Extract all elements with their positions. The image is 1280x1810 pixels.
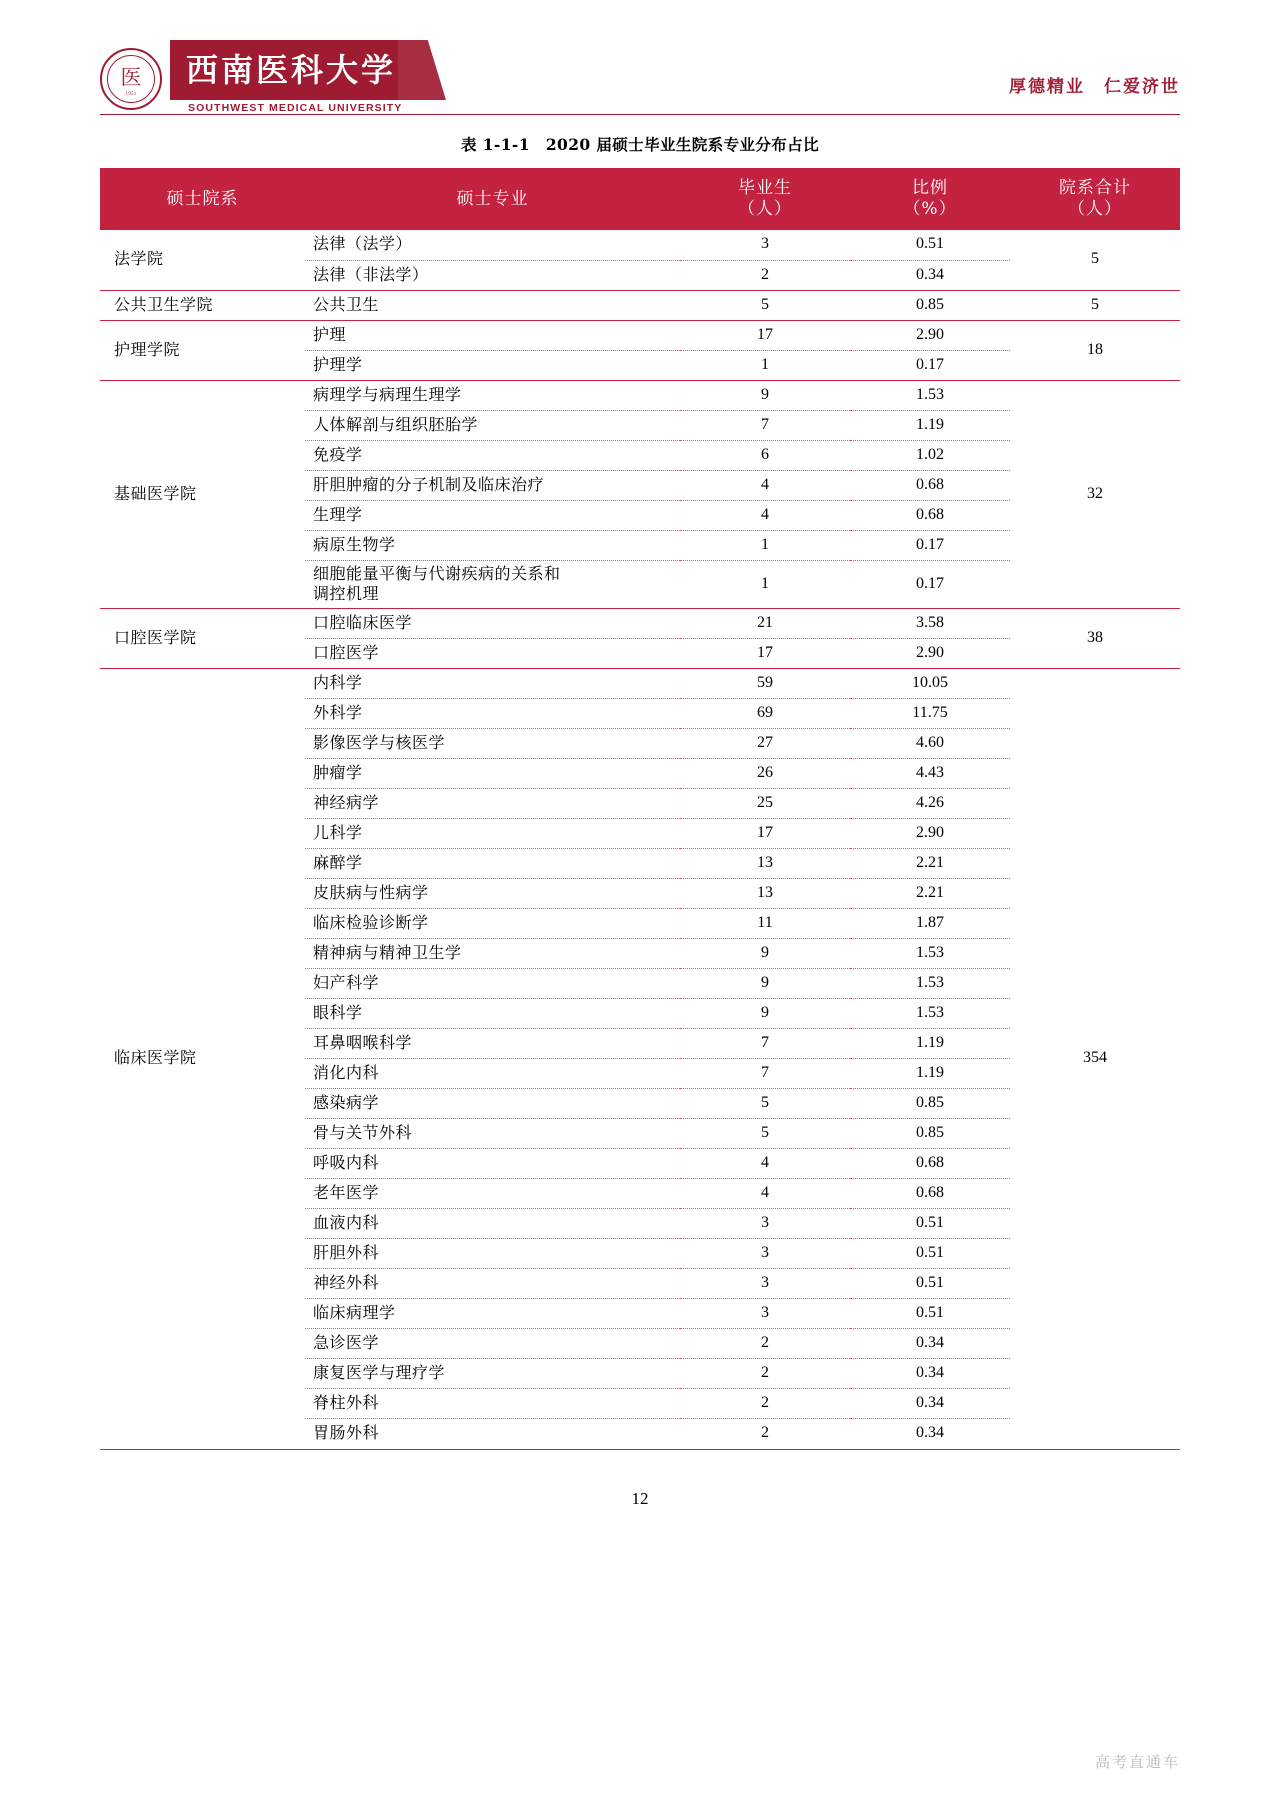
distribution-table bbox=[100, 168, 1180, 1449]
seal-year: 1951 bbox=[125, 92, 137, 97]
cell-graduates: 1 bbox=[680, 560, 850, 609]
cell-department: 临床医学院 bbox=[100, 669, 305, 1449]
cell-graduates: 3 bbox=[680, 1269, 850, 1299]
table-header bbox=[100, 168, 1180, 230]
cell-major: 老年医学 bbox=[305, 1179, 680, 1209]
column-header-graduates bbox=[680, 168, 850, 230]
cell-ratio: 0.68 bbox=[850, 500, 1010, 530]
cell-major: 口腔医学 bbox=[305, 639, 680, 669]
table-row bbox=[100, 230, 1180, 260]
cell-graduates: 11 bbox=[680, 909, 850, 939]
cell-major: 急诊医学 bbox=[305, 1329, 680, 1359]
cell-major: 儿科学 bbox=[305, 819, 680, 849]
cell-ratio: 0.51 bbox=[850, 1239, 1010, 1269]
table-row bbox=[100, 320, 1180, 350]
cell-major: 护理学 bbox=[305, 350, 680, 380]
cell-department-total: 32 bbox=[1010, 380, 1180, 609]
column-header-major: 硕士专业 bbox=[305, 168, 680, 230]
cell-major: 眼科学 bbox=[305, 999, 680, 1029]
column-header-total-line1: 院系合计 bbox=[1059, 178, 1131, 199]
column-header-graduates-line1: 毕业生 bbox=[738, 178, 792, 199]
column-header-total-line2: （人） bbox=[1068, 199, 1122, 219]
cell-ratio: 0.17 bbox=[850, 350, 1010, 380]
cell-ratio: 1.87 bbox=[850, 909, 1010, 939]
cell-ratio: 1.19 bbox=[850, 1029, 1010, 1059]
cell-ratio: 0.85 bbox=[850, 290, 1010, 320]
cell-department: 基础医学院 bbox=[100, 380, 305, 609]
table-row bbox=[100, 380, 1180, 410]
cell-ratio: 1.53 bbox=[850, 999, 1010, 1029]
cell-department-total: 18 bbox=[1010, 320, 1180, 380]
cell-graduates: 5 bbox=[680, 1119, 850, 1149]
cell-ratio: 1.53 bbox=[850, 939, 1010, 969]
distribution-table-container bbox=[100, 168, 1180, 1449]
page-number: 12 bbox=[631, 1489, 649, 1508]
table-row bbox=[100, 290, 1180, 320]
university-name-banner bbox=[170, 40, 438, 114]
cell-graduates: 2 bbox=[680, 1329, 850, 1359]
cell-graduates: 3 bbox=[680, 1299, 850, 1329]
cell-major: 耳鼻咽喉科学 bbox=[305, 1029, 680, 1059]
cell-major: 骨与关节外科 bbox=[305, 1119, 680, 1149]
cell-graduates: 3 bbox=[680, 230, 850, 260]
cell-major: 口腔临床医学 bbox=[305, 609, 680, 639]
cell-graduates: 4 bbox=[680, 470, 850, 500]
cell-graduates: 9 bbox=[680, 939, 850, 969]
cell-ratio: 0.17 bbox=[850, 560, 1010, 609]
table-bottom-divider bbox=[100, 1449, 1180, 1450]
university-motto: 厚德精业 仁爱济世 bbox=[1009, 77, 1180, 97]
page-header bbox=[0, 0, 1280, 120]
cell-graduates: 17 bbox=[680, 819, 850, 849]
cell-major: 感染病学 bbox=[305, 1089, 680, 1119]
cell-department-total: 38 bbox=[1010, 609, 1180, 669]
cell-ratio: 1.53 bbox=[850, 380, 1010, 410]
cell-major: 临床检验诊断学 bbox=[305, 909, 680, 939]
table-row bbox=[100, 669, 1180, 699]
cell-ratio: 0.68 bbox=[850, 470, 1010, 500]
column-header-ratio-line2: （%） bbox=[903, 199, 957, 219]
cell-ratio: 0.17 bbox=[850, 530, 1010, 560]
cell-major: 生理学 bbox=[305, 500, 680, 530]
table-body bbox=[100, 230, 1180, 1449]
cell-major: 呼吸内科 bbox=[305, 1149, 680, 1179]
cell-ratio: 0.34 bbox=[850, 1359, 1010, 1389]
cell-graduates: 17 bbox=[680, 320, 850, 350]
cell-ratio: 4.60 bbox=[850, 729, 1010, 759]
column-header-dept: 硕士院系 bbox=[100, 168, 305, 230]
cell-department-total: 5 bbox=[1091, 250, 1099, 268]
table-header-row bbox=[100, 168, 1180, 230]
cell-department-total: 5 bbox=[1010, 290, 1180, 320]
cell-graduates: 7 bbox=[680, 1059, 850, 1089]
banner-tail-shape bbox=[398, 40, 446, 100]
cell-major: 肿瘤学 bbox=[305, 759, 680, 789]
column-header-ratio bbox=[850, 168, 1010, 230]
cell-ratio: 1.19 bbox=[850, 410, 1010, 440]
cell-ratio: 0.85 bbox=[850, 1119, 1010, 1149]
column-header-ratio-line1: 比例 bbox=[912, 178, 948, 199]
cell-major: 妇产科学 bbox=[305, 969, 680, 999]
cell-major: 血液内科 bbox=[305, 1209, 680, 1239]
cell-graduates: 13 bbox=[680, 849, 850, 879]
cell-major: 法律（法学） bbox=[305, 230, 680, 260]
cell-major: 临床病理学 bbox=[305, 1299, 680, 1329]
cell-graduates: 9 bbox=[680, 969, 850, 999]
university-logo bbox=[100, 40, 438, 114]
cell-major: 康复医学与理疗学 bbox=[305, 1359, 680, 1389]
cell-ratio: 0.34 bbox=[916, 1424, 944, 1442]
cell-graduates: 9 bbox=[680, 999, 850, 1029]
cell-graduates: 9 bbox=[680, 380, 850, 410]
university-name-en: SOUTHWEST MEDICAL UNIVERSITY bbox=[188, 102, 403, 114]
university-name-cn: 西南医科大学 bbox=[186, 51, 397, 89]
cell-department-total: 354 bbox=[1010, 669, 1180, 1449]
cell-major: 人体解剖与组织胚胎学 bbox=[305, 410, 680, 440]
cell-major: 病理学与病理生理学 bbox=[305, 380, 680, 410]
cell-ratio: 0.51 bbox=[850, 230, 1010, 260]
cell-major: 病原生物学 bbox=[305, 530, 680, 560]
cell-ratio: 4.26 bbox=[850, 789, 1010, 819]
header-divider bbox=[100, 114, 1180, 115]
cell-ratio: 0.68 bbox=[850, 1149, 1010, 1179]
cell-major: 神经病学 bbox=[305, 789, 680, 819]
cell-ratio: 0.34 bbox=[850, 1389, 1010, 1419]
cell-ratio: 2.90 bbox=[850, 639, 1010, 669]
cell-major: 脊柱外科 bbox=[305, 1389, 680, 1419]
cell-graduates: 27 bbox=[680, 729, 850, 759]
cell-ratio: 0.34 bbox=[850, 1329, 1010, 1359]
cell-department: 护理学院 bbox=[100, 320, 305, 380]
cell-ratio: 1.19 bbox=[850, 1059, 1010, 1089]
cell-ratio: 0.68 bbox=[850, 1179, 1010, 1209]
table-caption: 表 1-1-1 2020 届硕士毕业生院系专业分布占比 bbox=[461, 135, 819, 154]
cell-department: 口腔医学院 bbox=[100, 609, 305, 669]
cell-graduates: 5 bbox=[680, 1089, 850, 1119]
cell-graduates: 59 bbox=[680, 669, 850, 699]
cell-major: 外科学 bbox=[305, 699, 680, 729]
cell-ratio: 2.21 bbox=[850, 879, 1010, 909]
cell-ratio: 2.90 bbox=[850, 320, 1010, 350]
cell-ratio: 1.02 bbox=[850, 440, 1010, 470]
cell-graduates: 3 bbox=[680, 1239, 850, 1269]
column-header-total bbox=[1010, 168, 1180, 230]
cell-department: 公共卫生学院 bbox=[100, 290, 305, 320]
cell-major: 法律（非法学） bbox=[305, 260, 680, 290]
table-row bbox=[100, 609, 1180, 639]
cell-major: 皮肤病与性病学 bbox=[305, 879, 680, 909]
column-header-graduates-line2: （人） bbox=[738, 199, 792, 219]
seal-glyph: 医 bbox=[120, 65, 142, 90]
cell-major: 神经外科 bbox=[305, 1269, 680, 1299]
cell-major: 胃肠外科 bbox=[313, 1423, 380, 1443]
cell-major: 护理 bbox=[305, 320, 680, 350]
cell-ratio: 0.51 bbox=[850, 1209, 1010, 1239]
cell-major: 肝胆外科 bbox=[305, 1239, 680, 1269]
cell-graduates: 25 bbox=[680, 789, 850, 819]
cell-graduates: 4 bbox=[680, 500, 850, 530]
cell-ratio: 1.53 bbox=[850, 969, 1010, 999]
cell-major: 消化内科 bbox=[305, 1059, 680, 1089]
cell-graduates: 13 bbox=[680, 879, 850, 909]
cell-graduates: 7 bbox=[680, 1029, 850, 1059]
cell-major: 细胞能量平衡与代谢疾病的关系和 调控机理 bbox=[305, 560, 680, 609]
cell-graduates: 4 bbox=[680, 1179, 850, 1209]
cell-graduates: 26 bbox=[680, 759, 850, 789]
cell-graduates: 21 bbox=[680, 609, 850, 639]
cell-graduates: 1 bbox=[680, 530, 850, 560]
cell-ratio: 0.51 bbox=[850, 1299, 1010, 1329]
cell-graduates: 7 bbox=[680, 410, 850, 440]
cell-ratio: 10.05 bbox=[850, 669, 1010, 699]
cell-ratio: 4.43 bbox=[850, 759, 1010, 789]
cell-department: 法学院 bbox=[114, 249, 164, 269]
cell-graduates: 2 bbox=[761, 1424, 769, 1442]
cell-graduates: 1 bbox=[680, 350, 850, 380]
university-seal-icon bbox=[100, 48, 162, 110]
cell-major: 精神病与精神卫生学 bbox=[305, 939, 680, 969]
cell-graduates: 6 bbox=[680, 440, 850, 470]
watermark: 高考直通车 bbox=[1094, 1753, 1180, 1771]
cell-graduates: 17 bbox=[680, 639, 850, 669]
cell-graduates: 2 bbox=[680, 1389, 850, 1419]
cell-major: 内科学 bbox=[305, 669, 680, 699]
cell-ratio: 2.21 bbox=[850, 849, 1010, 879]
cell-major: 免疫学 bbox=[305, 440, 680, 470]
cell-major: 麻醉学 bbox=[305, 849, 680, 879]
cell-ratio: 0.51 bbox=[850, 1269, 1010, 1299]
cell-major: 公共卫生 bbox=[305, 290, 680, 320]
cell-major: 肝胆肿瘤的分子机制及临床治疗 bbox=[305, 470, 680, 500]
cell-graduates: 5 bbox=[680, 290, 850, 320]
cell-graduates: 2 bbox=[680, 1359, 850, 1389]
cell-major: 影像医学与核医学 bbox=[305, 729, 680, 759]
cell-graduates: 4 bbox=[680, 1149, 850, 1179]
cell-ratio: 0.34 bbox=[850, 260, 1010, 290]
cell-ratio: 11.75 bbox=[850, 699, 1010, 729]
cell-graduates: 3 bbox=[680, 1209, 850, 1239]
cell-graduates: 2 bbox=[680, 260, 850, 290]
cell-ratio: 0.85 bbox=[850, 1089, 1010, 1119]
cell-graduates: 69 bbox=[680, 699, 850, 729]
cell-ratio: 2.90 bbox=[850, 819, 1010, 849]
cell-ratio: 3.58 bbox=[850, 609, 1010, 639]
